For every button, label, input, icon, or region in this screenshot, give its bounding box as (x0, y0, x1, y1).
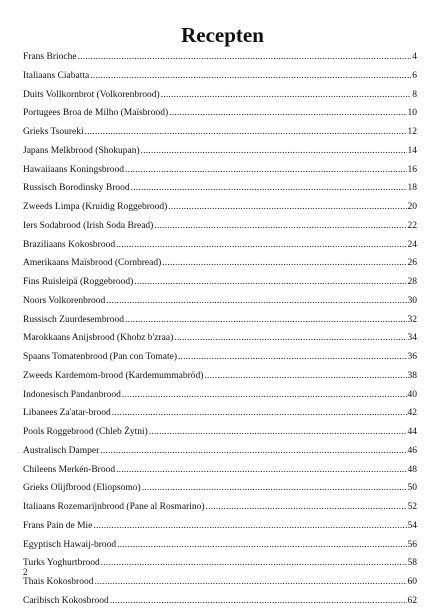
toc-entry-page: 8 (412, 89, 417, 100)
toc-entry-title: Portugees Broa de Milho (Maïsbrood) (23, 108, 169, 119)
toc-entry (23, 164, 417, 183)
toc-dot-leader (125, 314, 406, 327)
toc-entry-title: Braziliaans Kokosbrood (23, 239, 116, 250)
toc-entry-page: 20 (407, 202, 417, 212)
toc-dot-leader (117, 539, 406, 552)
toc-entry-title: Japans Melkbrood (Shokupan) (23, 145, 140, 156)
toc-entry-title: Marokkaans Anijsbrood (Khobz b'zraa) (23, 333, 174, 344)
toc-entry (23, 520, 417, 539)
toc-dot-leader (78, 51, 412, 64)
toc-entry-title: Frans Pain de Mie (23, 520, 93, 531)
toc-dot-leader (141, 145, 407, 158)
toc-dot-leader (112, 407, 407, 420)
toc-entry-title: Egyptisch Hawaij-brood (23, 539, 117, 550)
toc-dot-leader (101, 557, 407, 570)
toc-dot-leader (142, 482, 407, 495)
toc-entry (23, 201, 417, 220)
toc-dot-leader (110, 595, 407, 608)
toc-entry-page: 44 (407, 427, 417, 437)
toc-entry-page: 62 (407, 595, 417, 606)
toc-entry (23, 220, 417, 239)
toc-dot-leader (85, 126, 407, 139)
toc-entry-title: Grieks Olijfbrood (Eliopsomo) (23, 483, 141, 494)
toc-entry (23, 89, 417, 108)
toc-entry (23, 314, 417, 333)
toc-entry-page: 4 (412, 52, 417, 62)
toc-entry-page: 34 (407, 333, 417, 344)
toc-entry (23, 539, 417, 558)
page-number: 2 (23, 567, 28, 577)
toc-entry-title: Zweeds Limpa (Kruidig Roggebrood) (23, 202, 168, 212)
toc-entry-title: Hawaiiaans Koningsbrood (23, 164, 125, 175)
toc-entry-page: 6 (412, 70, 417, 81)
toc-dot-leader (168, 201, 406, 214)
toc-entry-page: 24 (407, 239, 417, 250)
toc-entry-page: 22 (407, 220, 417, 231)
toc-entry-title: Spaans Tomatenbrood (Pan con Tomate) (23, 352, 177, 362)
toc-entry-page: 54 (407, 520, 417, 531)
toc-entry (23, 332, 417, 351)
toc-entry (23, 70, 417, 89)
toc-dot-leader (100, 445, 406, 458)
toc-entry (23, 295, 417, 314)
toc-entry-title: Libanees Za'atar-brood (23, 408, 111, 419)
toc-entry-title: Caribisch Kokosbrood (23, 595, 109, 606)
toc-entry-title: Amerikaans Maïsbrood (Cornbread) (23, 258, 162, 269)
toc-entry-page: 26 (407, 258, 417, 269)
toc-entry (23, 501, 417, 520)
toc-dot-leader (125, 164, 406, 177)
toc-entry-title: Italiaans Rozemarijnbrood (Pane al Rosmarino) (23, 502, 205, 512)
toc-dot-leader (154, 220, 406, 233)
toc-dot-leader (206, 501, 407, 514)
toc-entry-page: 38 (407, 370, 417, 381)
toc-dot-leader (90, 70, 411, 83)
toc-dot-leader (178, 351, 407, 364)
table-of-contents (23, 51, 417, 614)
toc-entry-page: 60 (407, 577, 417, 587)
toc-entry-page: 18 (407, 183, 417, 194)
toc-entry (23, 576, 417, 595)
toc-dot-leader (106, 295, 406, 308)
toc-dot-leader (93, 520, 406, 533)
toc-entry-page: 28 (407, 277, 417, 287)
toc-entry (23, 557, 417, 576)
page-title: Recepten (181, 23, 264, 47)
toc-dot-leader (116, 464, 406, 477)
toc-entry-page: 40 (407, 389, 417, 400)
toc-entry-page: 16 (407, 164, 417, 175)
toc-entry (23, 595, 417, 614)
toc-entry-title: Pools Roggebrood (Chleb Żytni) (23, 427, 148, 437)
toc-entry-title: Russisch Zuurdesembrood (23, 314, 125, 325)
toc-entry-page: 48 (407, 464, 417, 475)
toc-entry-page: 36 (407, 352, 417, 362)
toc-entry-page: 46 (407, 445, 417, 456)
toc-entry-title: Duits Vollkornbrot (Volkorenbrood) (23, 89, 160, 100)
toc-entry-title: Turks Yoghurtbrood (23, 558, 100, 569)
toc-entry (23, 182, 417, 201)
toc-dot-leader (116, 239, 406, 252)
toc-entry (23, 51, 417, 70)
toc-entry (23, 426, 417, 445)
toc-entry (23, 351, 417, 370)
toc-entry-title: Frans Brioche (23, 52, 77, 62)
toc-entry-title: Chileens Merkén-Brood (23, 464, 116, 475)
toc-entry-page: 30 (407, 295, 417, 306)
toc-entry-title: Indonesisch Pandanbrood (23, 389, 121, 400)
toc-entry (23, 407, 417, 426)
toc-dot-leader (149, 426, 407, 439)
toc-entry (23, 145, 417, 164)
toc-entry-page: 12 (407, 127, 417, 137)
toc-entry-page: 42 (407, 408, 417, 419)
toc-dot-leader (174, 332, 406, 345)
toc-entry-title: Iers Sodabrood (Irish Soda Bread) (23, 220, 154, 231)
toc-entry-title: Grieks Tsoureki (23, 127, 84, 137)
toc-entry (23, 257, 417, 276)
toc-entry (23, 482, 417, 501)
toc-entry-title: Thais Kokosbrood (23, 577, 94, 587)
toc-entry (23, 389, 417, 408)
toc-entry-page: 10 (407, 108, 417, 119)
toc-entry (23, 276, 417, 295)
toc-entry (23, 239, 417, 258)
toc-dot-leader (94, 576, 406, 589)
toc-entry (23, 126, 417, 145)
toc-entry-page: 14 (407, 145, 417, 156)
toc-dot-leader (162, 257, 406, 270)
toc-entry-title: Fins Ruisleipä (Roggebrood) (23, 277, 134, 287)
toc-entry-page: 50 (407, 483, 417, 494)
toc-entry (23, 107, 417, 126)
toc-dot-leader (169, 107, 406, 120)
toc-dot-leader (161, 89, 412, 102)
toc-entry-title: Italiaans Ciabatta (23, 70, 90, 81)
toc-entry-page: 52 (407, 502, 417, 512)
toc-entry-title: Russisch Borodinsky Brood (23, 183, 130, 194)
toc-entry (23, 370, 417, 389)
toc-entry-title: Australisch Damper (23, 445, 100, 456)
toc-entry-page: 56 (407, 539, 417, 550)
toc-entry (23, 445, 417, 464)
toc-entry (23, 464, 417, 483)
toc-dot-leader (204, 370, 406, 383)
toc-dot-leader (134, 276, 406, 289)
toc-dot-leader (122, 389, 407, 402)
toc-entry-title: Zweeds Kardemom-brood (Kardemummabröd) (23, 370, 204, 381)
toc-dot-leader (131, 182, 407, 195)
toc-entry-title: Noors Volkorenbrood (23, 295, 106, 306)
toc-entry-page: 58 (407, 558, 417, 569)
toc-entry-page: 32 (407, 314, 417, 325)
